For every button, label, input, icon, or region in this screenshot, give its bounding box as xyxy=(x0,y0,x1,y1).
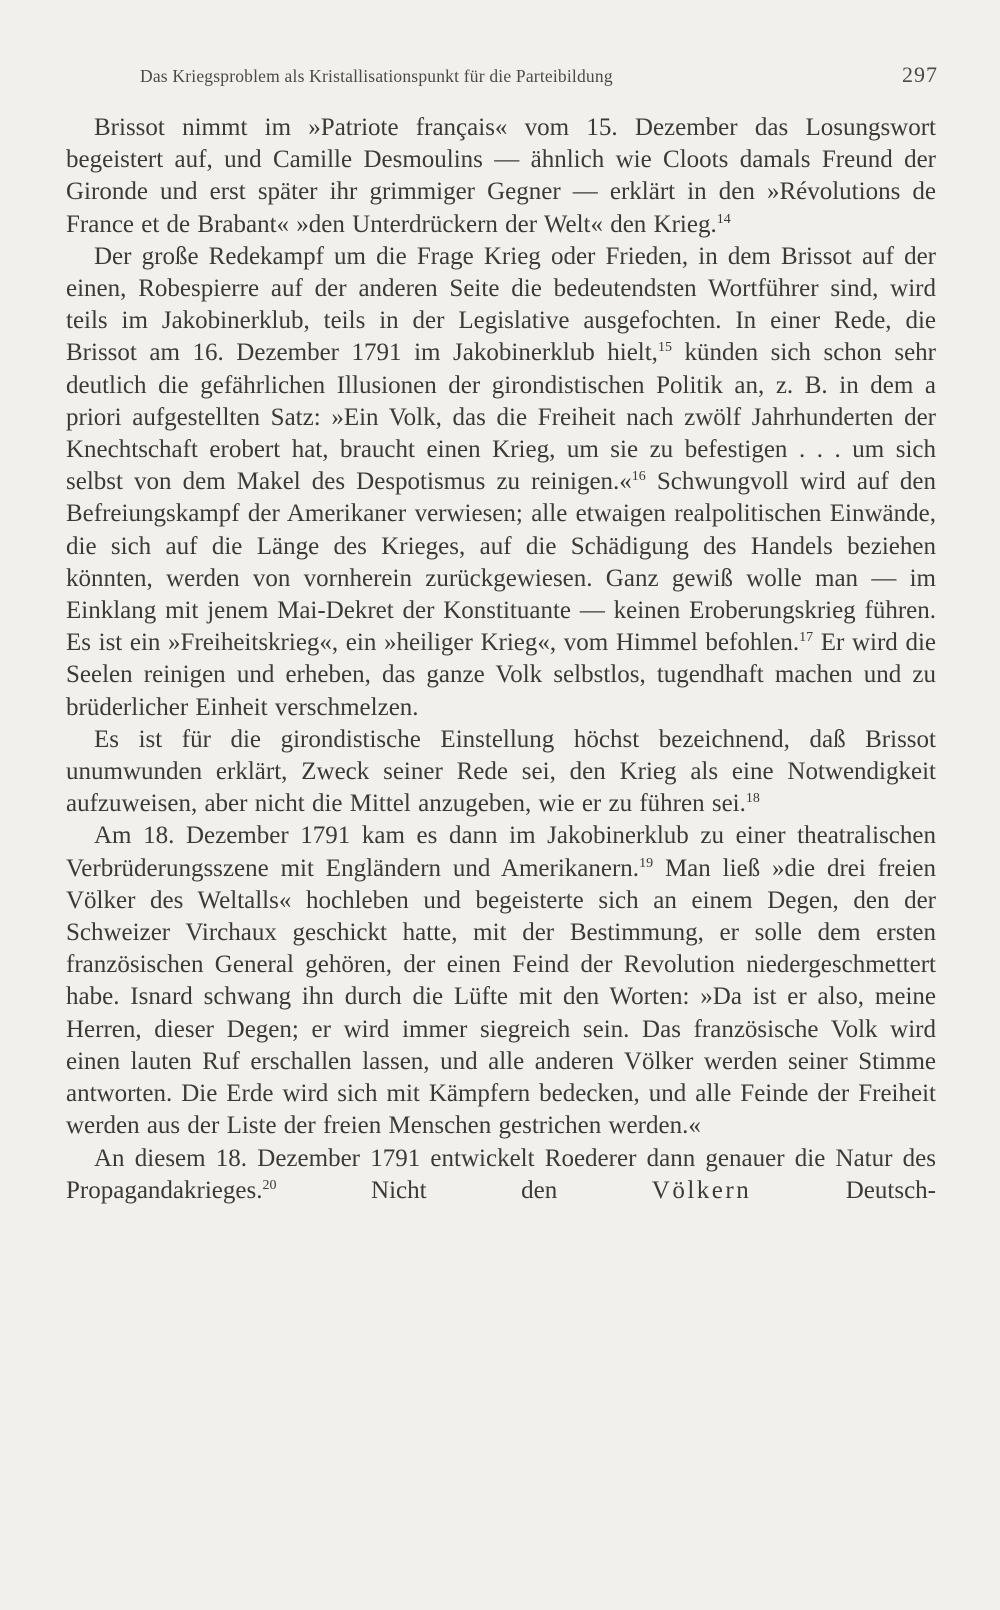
text-run: künden sich schon sehr deutlich die gefährlichen Illusionen der girondistischen Politik an, z. B. in dem a priori aufgestellten Satz: »Ein Volk, das die Freiheit nach zwölf Jahrhunderten der Knechtschaft erobert hat, braucht einen Krieg, um sie zu befestigen . . . um sich selbst von dem Makel des Despotismus zu reinigen.« xyxy=(66,339,936,496)
body-text xyxy=(66,112,936,1207)
text-run: Man ließ »die drei freien Völker des Weltalls« hochleben und begeisterte sich an einem Degen, den der Schweizer Virchaux geschickt hatte, mit der Bestimmung, er solle dem ersten französischen General gehören, der einen Feind der Revolution niedergeschmettert habe. Isnard schwang ihn durch die Lüfte mit den Worten: »Da ist er also, meine Herren, dieser Degen; er wird immer siegreich sein. Das französische Volk wird einen lauten Ruf erschallen lassen, und alle anderen Völker werden seiner Stimme antworten. Die Erde wird sich mit Kämpfern bedecken, und alle Feinde der Freiheit werden aus der Liste der freien Menschen gestrichen werden.« xyxy=(66,854,936,1140)
running-head xyxy=(140,62,938,88)
text-run: Der große Redekampf um die Frage Krieg oder Frieden, in dem Brissot auf der einen, Robespierre auf der anderen Seite die bedeutendsten Wortführer sind, wird teils im Jakobinerklub, teils in der Legislative ausgefochten. In einer Rede, die Brissot am 16. Dezember 1791 im Jakobinerklub hielt, xyxy=(66,242,936,367)
emphasized-text: Völkern xyxy=(651,1176,752,1204)
footnote-marker: 15 xyxy=(657,340,672,356)
text-run: Brissot nimmt im »Patriote français« vom 15. Dezember das Losungswort begeistert auf, und Camille Desmoulins — ähnlich wie Cloots damals Freund der Gironde und erst später ihr grimmiger Gegner — erklärt in den »Révolutions de France et de Brabant« »den Unterdrückern der Welt« den Krieg. xyxy=(66,114,936,238)
paragraph xyxy=(66,820,936,1142)
running-title: Das Kriegsproblem als Kristallisationspunkt für die Parteibildung xyxy=(140,66,613,86)
text-run: An diesem 18. Dezember 1791 entwickelt Roederer dann genauer die Natur des Propagandakrieges. xyxy=(66,1144,936,1204)
paragraph xyxy=(66,112,936,241)
text-run: Es ist für die girondistische Einstellung höchst bezeichnend, daß Brissot unumwunden erklärt, Zweck seiner Rede sei, den Krieg als eine Notwendigkeit aufzuweisen, aber nicht die Mittel anzugeben, wie er zu führen sei. xyxy=(66,725,936,818)
footnote-marker: 18 xyxy=(745,791,760,807)
text-run: Nicht den xyxy=(276,1176,652,1204)
paragraph xyxy=(66,1143,936,1207)
footnote-marker: 16 xyxy=(631,469,646,485)
paragraph xyxy=(66,241,936,724)
text-run: Er wird die Seelen reinigen und erheben, das ganze Volk selbstlos, tugendhaft machen und zu brüderlicher Einheit verschmelzen. xyxy=(66,629,936,721)
footnote-marker: 14 xyxy=(716,211,731,227)
paragraph xyxy=(66,724,936,821)
footnote-marker: 20 xyxy=(262,1177,277,1193)
page-number: 297 xyxy=(902,62,938,87)
text-run: Deutsch- xyxy=(751,1176,937,1204)
footnote-marker: 19 xyxy=(639,855,654,871)
text-run: Am 18. Dezember 1791 kam es dann im Jakobinerklub zu einer theatralischen Verbrüderungsszene mit Engländern und Amerikanern. xyxy=(66,822,936,882)
text-run: Schwungvoll wird auf den Befreiungskampf der Amerikaner verwiesen; alle etwaigen realpolitischen Einwände, die sich auf die Länge des Krieges, auf die Schädigung des Handels beziehen könnten, werden von vornherein zurückgewiesen. Ganz gewiß wolle man — im Einklang mit jenem Mai-Dekret der Konstituante — keinen Eroberungskrieg führen. Es ist ein »Freiheitskrieg«, ein »heiliger Krieg«, vom Himmel befohlen. xyxy=(66,468,936,657)
footnote-marker: 17 xyxy=(799,630,814,646)
